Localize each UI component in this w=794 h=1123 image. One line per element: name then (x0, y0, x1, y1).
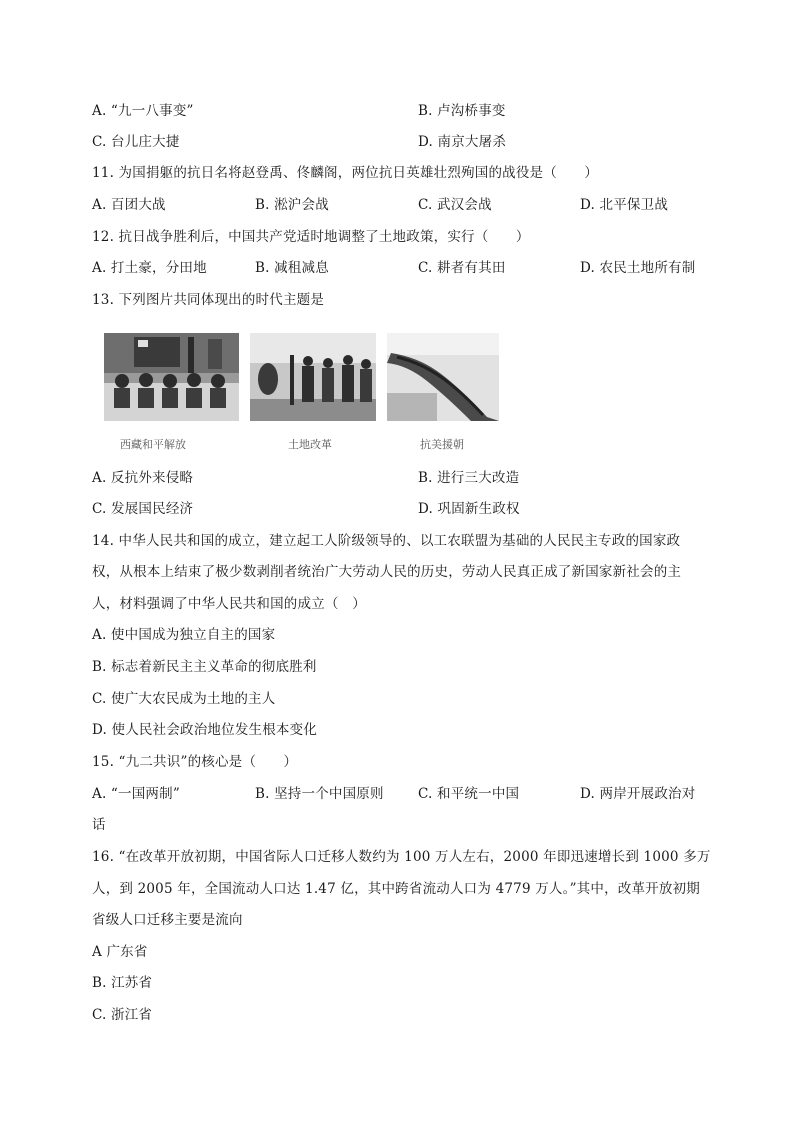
q12-option-b: B. 减租减息 (255, 260, 329, 276)
q15-option-a: A. “一国两制” (92, 786, 180, 802)
q15-option-d: D. 两岸开展政治对 (580, 786, 696, 802)
q16-option-c: C. 浙江省 (92, 1007, 153, 1023)
caption-tibet-liberation: 西藏和平解放 (120, 438, 186, 451)
q11-option-b: B. 淞沪会战 (255, 197, 329, 213)
photo-land-reform-graphic (250, 333, 376, 421)
q16-option-a: A 广东省 (92, 944, 148, 960)
q10-option-a: A. “九一八事变” (92, 103, 194, 119)
q13-option-a: A. 反抗外来侵略 (92, 470, 194, 486)
q10-option-b: B. 卢沟桥事变 (418, 103, 506, 119)
q16-stem-line-2: 人，到 2005 年，全国流动人口达 1.47 亿，其中跨省流动人口为 4779 万人。”其中，改革开放初期 (92, 881, 700, 897)
q14-option-c: C. 使广大农民成为土地的主人 (92, 691, 276, 707)
q15-option-b: B. 坚持一个中国原则 (255, 786, 384, 802)
q15-stem: 15. “九二共识”的核心是（ ） (92, 754, 298, 770)
q14-stem-line-1: 14. 中华人民共和国的成立，建立起工人阶级领导的、以工农联盟为基础的人民民主专政的国家政 (92, 533, 681, 549)
caption-land-reform: 土地改革 (288, 438, 332, 451)
q12-option-d: D. 农民土地所有制 (580, 260, 696, 276)
photo-tibet-liberation-graphic (104, 333, 239, 421)
q13-option-b: B. 进行三大改造 (418, 470, 520, 486)
caption-resist-america-aid-korea: 抗美援朝 (420, 438, 464, 451)
photo-resist-america-aid-korea (387, 333, 499, 421)
photo-tibet-liberation (104, 333, 239, 421)
q13-option-d: D. 巩固新生政权 (418, 501, 520, 517)
q16-stem-line-3: 省级人口迁移主要是流向 (92, 912, 243, 928)
q10-option-c: C. 台儿庄大捷 (92, 134, 180, 150)
q13-stem: 13. 下列图片共同体现出的时代主题是 (92, 292, 325, 308)
q12-option-a: A. 打土豪，分田地 (92, 260, 207, 276)
q14-stem-line-2: 权，从根本上结束了极少数剥削者统治广大劳动人民的历史，劳动人民真正成了新国家新社会的主 (92, 564, 682, 580)
q13-option-c: C. 发展国民经济 (92, 501, 194, 517)
q10-option-d: D. 南京大屠杀 (418, 134, 507, 150)
photo-resist-america-aid-korea-graphic (387, 333, 499, 421)
q12-stem: 12. 抗日战争胜利后，中国共产党适时地调整了土地政策，实行（ ） (92, 229, 530, 245)
q11-option-c: C. 武汉会战 (418, 197, 492, 213)
q15-option-c: C. 和平统一中国 (418, 786, 520, 802)
q11-stem: 11. 为国捐躯的抗日名将赵登禹、佟麟阁，两位抗日英雄壮烈殉国的战役是（ ） (92, 165, 599, 181)
q16-option-b: B. 江苏省 (92, 975, 153, 991)
q14-option-a: A. 使中国成为独立自主的国家 (92, 627, 276, 643)
q15-option-d-continued: 话 (92, 817, 106, 833)
q11-option-d: D. 北平保卫战 (580, 197, 669, 213)
q12-option-c: C. 耕者有其田 (418, 260, 506, 276)
q14-stem-line-3: 人，材料强调了中华人民共和国的成立（ ） (92, 596, 366, 612)
q14-option-d: D. 使人民社会政治地位发生根本变化 (92, 722, 318, 738)
q11-option-a: A. 百团大战 (92, 197, 166, 213)
q14-option-b: B. 标志着新民主主义革命的彻底胜利 (92, 659, 317, 675)
q16-stem-line-1: 16. “在改革开放初期，中国省际人口迁移人数约为 100 万人左右，2000 年即迅速增长到 1000 多万 (92, 849, 711, 865)
photo-land-reform (250, 333, 376, 421)
